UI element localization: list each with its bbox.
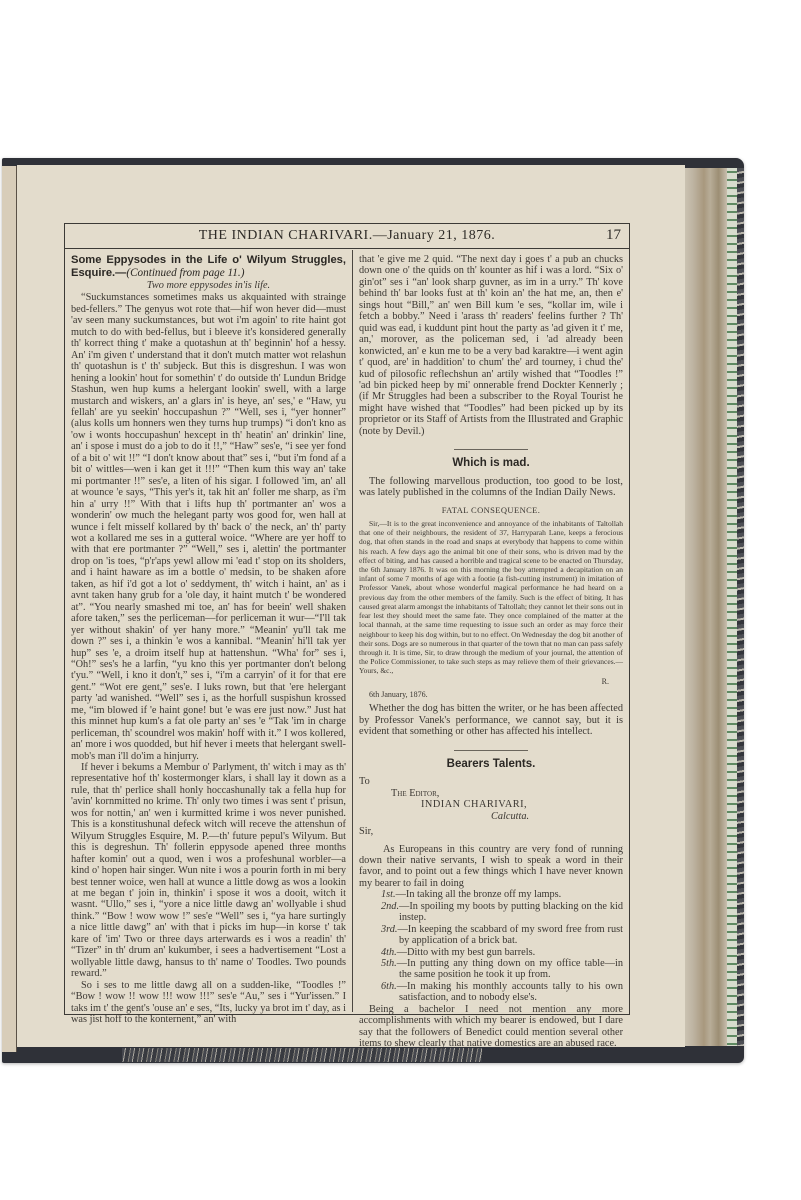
masthead bbox=[65, 224, 629, 249]
item-text: —Ditto with my best gun barrels. bbox=[396, 946, 536, 958]
page-frame bbox=[64, 223, 630, 1050]
item-text: —In taking all the bronze off my lamps. bbox=[395, 889, 562, 901]
column-divider bbox=[352, 250, 353, 1012]
address-paper: INDIAN CHARIVARI, bbox=[421, 799, 528, 811]
item-number: 3rd. bbox=[381, 923, 398, 935]
address-editor: The Editor, bbox=[391, 787, 440, 799]
list-item bbox=[359, 958, 623, 981]
article-continuation: that 'e give me 2 quid. “The next day i goes t' a pub an chucks down one o' the quids on th' kounter as hif i was a lord. “Six o' gin'ot” ses i “an' look sharp guvner, as im in a urry.” Th' kove behind th' bar looks fust at th' koin an' the hat me, an, then e' sings hout “Bill,” an' wen Bill kum 'e ses, “kollar im, wile i fetch a bobby.” Need i 'arass th' readers' feelins further ? Th' quid was ead, i kuddunt pint hout the party as 'ad given it t' me, an,' morover, as the policeman sed, i 'ad already been konwicted, an' e kun me to be a very bad karaktre—i went agin t' quod, are' in haddition' to chum' the' ard tourney, i chud the' kud of pilosofic reflechshun an' artily wished that “Toodles !” 'ad bin picked heep by mi' onnerable frend Dockter Kennerly ; (if Mr Struggles had been a subscriber to the Royal Tourist he might have wished that “Toodles” had been picked up by its proprietor or its Staff of Artists from the Illustrated and Graphic (note by Devil.) bbox=[359, 254, 623, 437]
headline-text: Some Eppysodes in the Life o' Wilyum Struggles, Esquire.— bbox=[71, 254, 346, 279]
letter-title: FATAL CONSEQUENCE. bbox=[441, 504, 541, 515]
item-number: 5th. bbox=[381, 958, 397, 970]
article-paragraph: “Suckumstances sometimes maks us akquainted with strainge bed-fellers.” The genyus wot rote that—hif won hever did—must 'av seen many suckumstances, but wot i'm agoin' to rite haint got mutch to do with bed-fellus, but i bleeve it's konsidered generally th' korrect thing t' make a quotashun at th' beginnin' hof a hessy. An' i'm given t' understand that it don't mutch matter wot relashun th' quotashun is t' th' subjeck. But this is disgreshun. I was won hening a lookin' hout for somethin' t' do outside th' Lundun Bridge Stashun, wen hup kums a helergant lookin' swell, with a large mustarch and wiskers, an' a glars in' is heye, an' ses,' e “Haw, yu fellah' are yu seekin' hoccupashun ?” “Well, ses i, “yer honner” (alus kolls um honners wen they turns hup trumps) “i don't kno as 'ow i wonts hoccupashun' hexcept in th' heatin' an' drinkin' line, an' i spose i must do a job to do it !!,” “Haw” ses'e, “i see yer fond of a bit o' wit !!” “I don't know about that” ses i, “but i'm fond af a bit o' wittles—wen i kan get it !!!” “Then kum this way an' take mi portmanter !!” ses'e, a liten of his sigar. I followed 'im, an' all at wounce 'e says, “This yer's it, tak hit an' foller me sharp, as i'm hin a' urry !!” With that i lifts hup th' portmanter an' wos a wonderin' ow much the helegant party wos good for, wen hall at wunce i felt misself kollared by th' back o' the neck, an' th' party wot a kollared me ses in a gutteral woice. “Where are yer hoff to with that ere portmanter ?” “Well,” ses i, alettin' the portmanter drop on 'is toes, “p'r'aps yewl allow mi 'ead t' stop on its sholders, and i haint haware as im a bottle o' medsin, to be shaken afore taken, as hif i'd got a lot o' seddyment, th' witch i haint, an' as i avnt taken hany grub for a 'ole day, it haint mutch t' be wondered at”. “You nearly smashed mi toe, an' has for beein' well shaken afore taken,” ses the perliceman—for perliceman it wur—“I'll tak yer without shakin' of yer hany more.” “Meanin' yu'll tak me down ?” ses i, a thinkin 'e wos a kannibal. “Meanin' hi'll tak yer hup” ses 'e, a droim itself hup at hattenshun. “Wha' for” ses i, “Oh!” ses's he a larfin, “yu kno this yer portmanter don't belong t'yu.” “Well, i kno it don't,” ses i, “i'm a carryin' of it for that ere gent.” “Wot ere gent,” ses'e. I luks rown, but that 'ere helergant party 'ad wanished. “Well” ses i, as the horfull suspishun krossed me, “im blowed if 'e haint gone! but 'e was ere just now.” Just hat this minnet hup kum's a fat ole party an' ses 'e “Tak 'im in charge perliceman, th' scoundrel wos makin' hoff with it.” I wos kollered, an' more i wos quodded, but hif hever i meets that helergant swell-mob's man i'll do'im a hinjurry. bbox=[71, 292, 346, 762]
letter-intro: As Europeans in this country are very fond of running down their native servants, I wish to speak a word in their favor, and to point out a few things which I have never known my bearer to fail in doing bbox=[359, 843, 623, 889]
list-item bbox=[359, 924, 623, 947]
section-rule bbox=[454, 750, 528, 751]
masthead-title: THE INDIAN CHARIVARI.—January 21, 1876. bbox=[198, 228, 496, 243]
section-title-which-is-mad: Which is mad. bbox=[452, 457, 530, 470]
page-number: 17 bbox=[606, 227, 621, 243]
marbled-spine-edge bbox=[737, 168, 744, 1046]
article-headline bbox=[71, 254, 346, 279]
address-to: To bbox=[359, 776, 370, 788]
list-item bbox=[359, 889, 623, 900]
address-city: Calcutta. bbox=[491, 810, 530, 822]
letter-date: 6th January, 1876. bbox=[369, 689, 428, 699]
list-item bbox=[359, 901, 623, 924]
item-number: 6th. bbox=[381, 980, 397, 992]
article-paragraph: So i ses to me little dawg all on a sudden-like, “Toodles !” “Bow ! wow !! wow !!! wow !!!” ses'e “Au,” ses i “Yur'issen.” I taks im t' the gent's 'ouse an' e ses, “Its, lucky ya brot im t' day, as i was jist hoff to the konternent,” an' with bbox=[71, 979, 346, 1025]
section-title-bearers-talents: Bearers Talents. bbox=[446, 757, 536, 770]
page-block-edges bbox=[685, 168, 727, 1046]
left-column bbox=[71, 254, 346, 1025]
letter-signature: R. bbox=[601, 676, 609, 686]
item-number: 1st. bbox=[381, 889, 396, 901]
marbled-cover-edge bbox=[122, 1048, 482, 1062]
facing-page-edge bbox=[2, 166, 17, 1052]
item-number: 2nd. bbox=[381, 900, 400, 912]
letter-body: Sir,—It is to the great inconvenience and annoyance of the inhabitants of Taltollah that one of their neighbours, the resident of 37, Harryparah Lane, keeps a ferocious dog, that often stands in the road and snaps at everybody that happens to come within his reach. A few days ago the animal bit one of their sons, who is driven mad by the effect of biting, and has caused a horrible and tragical scene to be enacted on Thursday, the 6th January 1876. It was on this morning the boy attempted a decapitation on an infant of some 7 months of age with a footie (a fish-cutting instrument) in imitation of Professor Vanek, about whose wonderful magical performance he had heard on a previous day from the other members of the family. Such is the effect of biting. It has caused great alarm amongst the inhabitants of Taltollah; they cannot let their sons out in fear lest they should meet the same fate. They once complained of the matter at the local thannah, at the same time requesting to issue such an order as may force their neighbour to keep his dog within, but to no effect. On Wednesday the dog bit another of their sons. Dogs are so numerous in that quarter of the town that no man can pass safely through it. It is time, Sir, to draw through the medium of your journal, the attention of the Police Commissioner, to take such steps as may relieve them of their grievances.—Yours, &c., bbox=[359, 519, 623, 676]
list-item bbox=[359, 947, 623, 958]
right-column bbox=[359, 254, 623, 1050]
headline-continued: (Continued from page 11.) bbox=[126, 266, 245, 279]
salutation: Sir, bbox=[359, 826, 374, 838]
letter-closing: Being a bachelor I need not mention any more accomplishments with which my bearer is endowed, but I dare say that the followers of Benedict could mention several other items to shew clearly that native domestics are an abused race. bbox=[359, 1003, 623, 1050]
item-text: —In spoiling my boots by putting blacking on the kid instep. bbox=[399, 900, 623, 924]
section-intro: The following marvellous production, too good to be lost, was lately published in the columns of the Indian Daily News. bbox=[359, 475, 623, 499]
section-rule bbox=[454, 449, 528, 450]
article-paragraph: If hever i bekums a Membur o' Parlyment, th' witch i may as th' representative hof th' kostermonger klars, i shall lay it down as a rule, that th' perlice shall honly hoccashunally tak a fella hup for 'avin' kornmitted no krime. Th' only two times i was sent t' prisun, wos for nottin,' an' wen i kurmitted krime i wos never punished. This is a konstitushunal defeck witch will receve the attenshun of Wilyum Struggles Esquire, M. P.—th' future pepul's Wilyum. But this is degreshun. Th' follerin eppysode apened three months hafter komin' out a quod, wen i wos a profeshunal worbler—a kind o' hopen hair singer. Wun nite i wos a pourin forth in mi bery best tenner woice, wen hall at wunce a little dowg as wos a lookin at me began t' join in, thinkin' i spose it wos a dooit, witch it wasnt. “Ullo,” ses i, “yore a nice little dawg an' wollyable i shud think.” “Bow ! wow wow !” ses'e “Well” ses i, “ya hare surtingly a nice little dawg” an' with that i picks im hup—in korse t' tak kare of 'im' Two or three days arterwards es i wos a readin' th' “Tizer” in th' drum an' kukumber, i sees a hadvertisement “Lost a wollyable little dawg, hansus to th' name o' Toodles. Two pounds reward.” bbox=[71, 762, 346, 980]
item-text: —In making his monthly accounts tally to his own satisfaction, and to nobody else's. bbox=[396, 980, 623, 1004]
list-item bbox=[359, 981, 623, 1004]
item-number: 4th. bbox=[381, 946, 397, 958]
headband bbox=[727, 168, 737, 1046]
item-text: —In keeping the scabbard of my sword free from rust by application of a brick bat. bbox=[397, 923, 623, 947]
editor-comment: Whether the dog has bitten the writer, or he has been affected by Professor Vanek's performance, we cannot say, but it is evident that something or other has affected his intellect. bbox=[359, 703, 623, 738]
article-subhead: Two more eppysodes in'is life. bbox=[146, 280, 271, 291]
item-text: —In putting any thing down on my office table—in the same position he took it up from. bbox=[396, 958, 623, 981]
